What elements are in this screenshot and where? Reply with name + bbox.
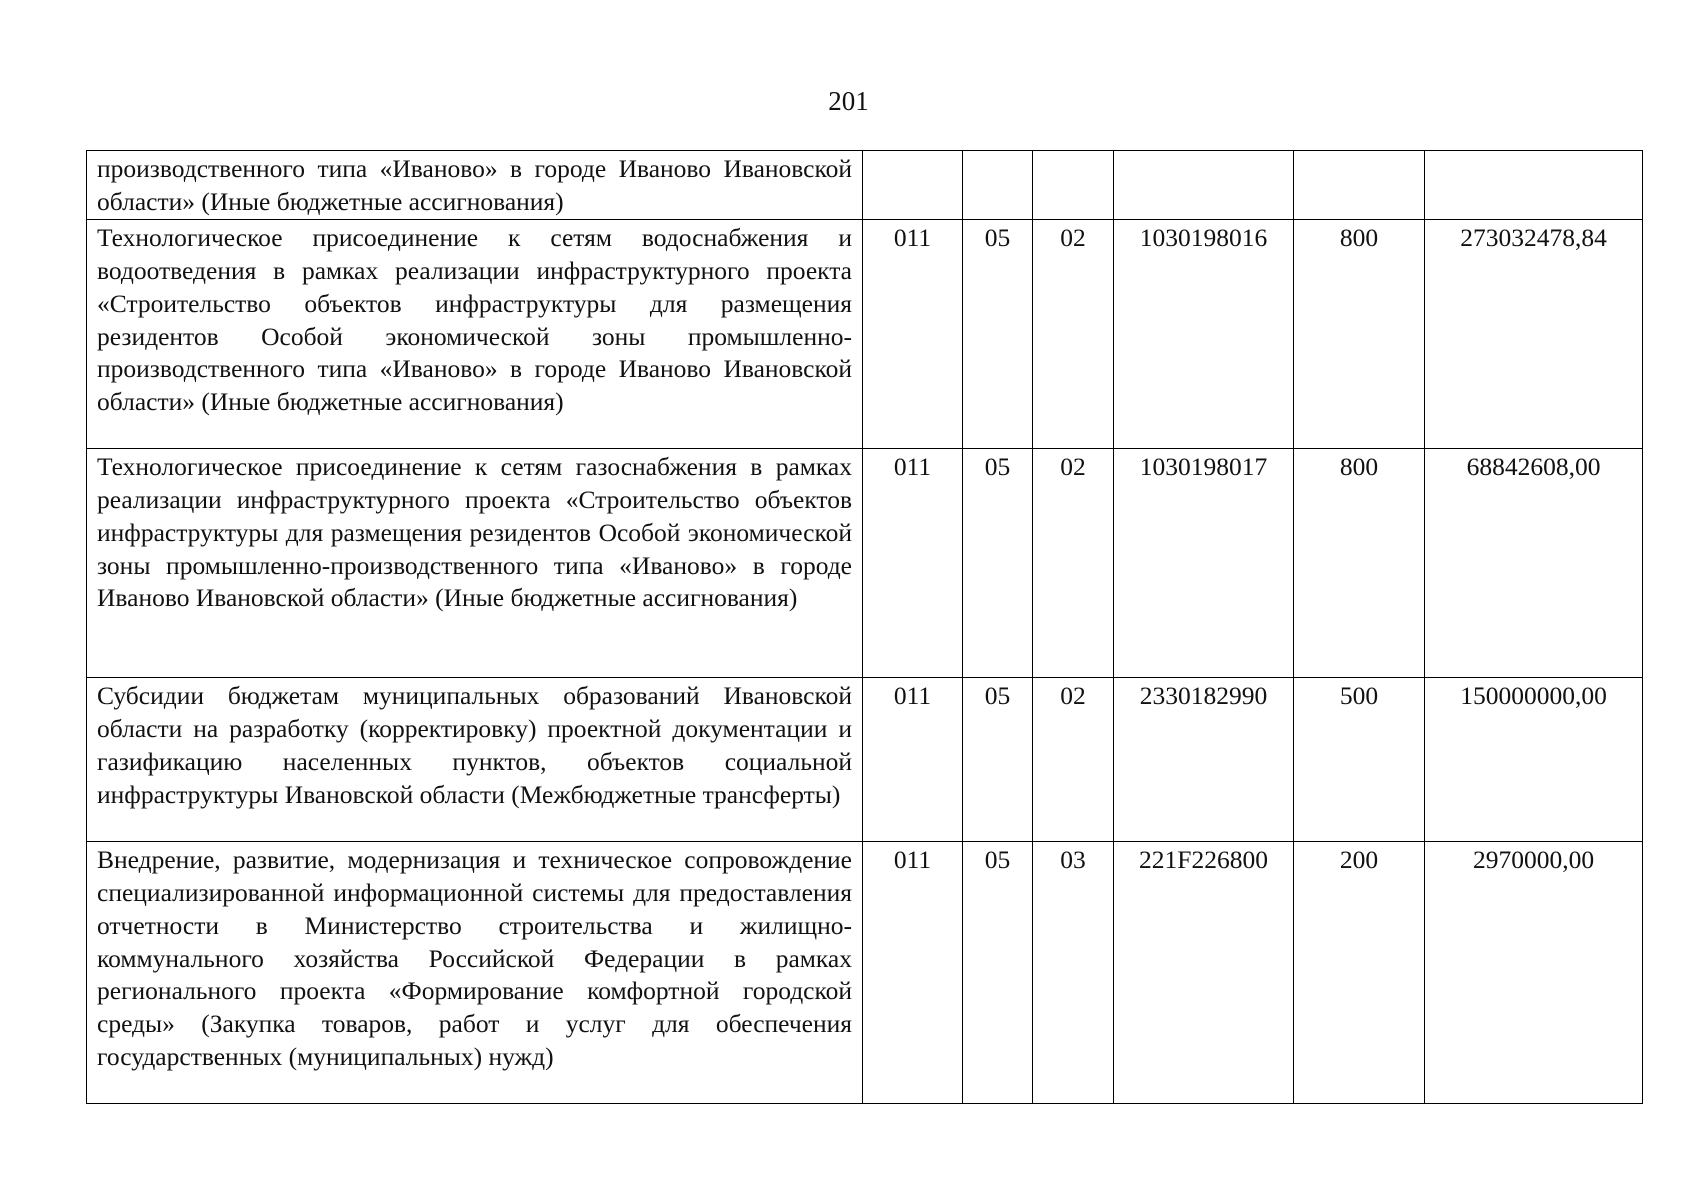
ministry-code — [863, 151, 963, 220]
ministry-code: 011 — [863, 842, 963, 1104]
target-article-code: 1030198017 — [1114, 449, 1294, 678]
row-description: Технологическое присоединение к сетям газоснабжения в рамках реализации инфраструктурного проекта «Строительство объектов инфраструктуры для размещения резидентов Особой экономической зоны промышленно-производственного типа «Иваново» в городе Иваново Ивановской области» (Иные бюджетные ассигнования) — [87, 449, 863, 678]
table-row — [87, 220, 1643, 449]
ministry-code: 011 — [863, 678, 963, 842]
amount-value: 2970000,00 — [1425, 842, 1643, 1104]
row-description: производственного типа «Иваново» в городе Иваново Ивановской области» (Иные бюджетные ассигнования) — [87, 151, 863, 220]
amount-value — [1425, 151, 1643, 220]
subsection-code: 02 — [1033, 220, 1114, 449]
row-description: Внедрение, развитие, модернизация и техническое сопровождение специализированной информационной системы для предоставления отчетности в Министерство строительства и жилищно-коммунального хозяйства Российской Федерации в рамках регионального проекта «Формирование комфортной городской среды» (Закупка товаров, работ и услуг для обеспечения государственных (муниципальных) нужд) — [87, 842, 863, 1104]
expense-type-code: 800 — [1294, 449, 1425, 678]
expense-type-code — [1294, 151, 1425, 220]
table-row — [87, 678, 1643, 842]
expense-type-code: 200 — [1294, 842, 1425, 1104]
target-article-code — [1114, 151, 1294, 220]
row-description: Технологическое присоединение к сетям водоснабжения и водоотведения в рамках реализации инфраструктурного проекта «Строительство объектов инфраструктуры для размещения резидентов Особой экономической зоны промышленно-производственного типа «Иваново» в городе Иваново Ивановской области» (Иные бюджетные ассигнования) — [87, 220, 863, 449]
section-code: 05 — [963, 449, 1033, 678]
amount-value: 273032478,84 — [1425, 220, 1643, 449]
table-row — [87, 151, 1643, 220]
amount-value: 68842608,00 — [1425, 449, 1643, 678]
subsection-code — [1033, 151, 1114, 220]
ministry-code: 011 — [863, 449, 963, 678]
expense-type-code: 500 — [1294, 678, 1425, 842]
target-article-code: 2330182990 — [1114, 678, 1294, 842]
target-article-code: 221F226800 — [1114, 842, 1294, 1104]
subsection-code: 02 — [1033, 449, 1114, 678]
section-code: 05 — [963, 678, 1033, 842]
expense-type-code: 800 — [1294, 220, 1425, 449]
row-description: Субсидии бюджетам муниципальных образований Ивановской области на разработку (корректировку) проектной документации и газификацию населенных пунктов, объектов социальной инфраструктуры Ивановской области (Межбюджетные трансферты) — [87, 678, 863, 842]
subsection-code: 03 — [1033, 842, 1114, 1104]
section-code: 05 — [963, 842, 1033, 1104]
table-row — [87, 842, 1643, 1104]
section-code: 05 — [963, 220, 1033, 449]
amount-value: 150000000,00 — [1425, 678, 1643, 842]
budget-table — [86, 150, 1643, 1104]
table-row — [87, 449, 1643, 678]
target-article-code: 1030198016 — [1114, 220, 1294, 449]
section-code — [963, 151, 1033, 220]
subsection-code: 02 — [1033, 678, 1114, 842]
page-number: 201 — [828, 86, 869, 116]
ministry-code: 011 — [863, 220, 963, 449]
